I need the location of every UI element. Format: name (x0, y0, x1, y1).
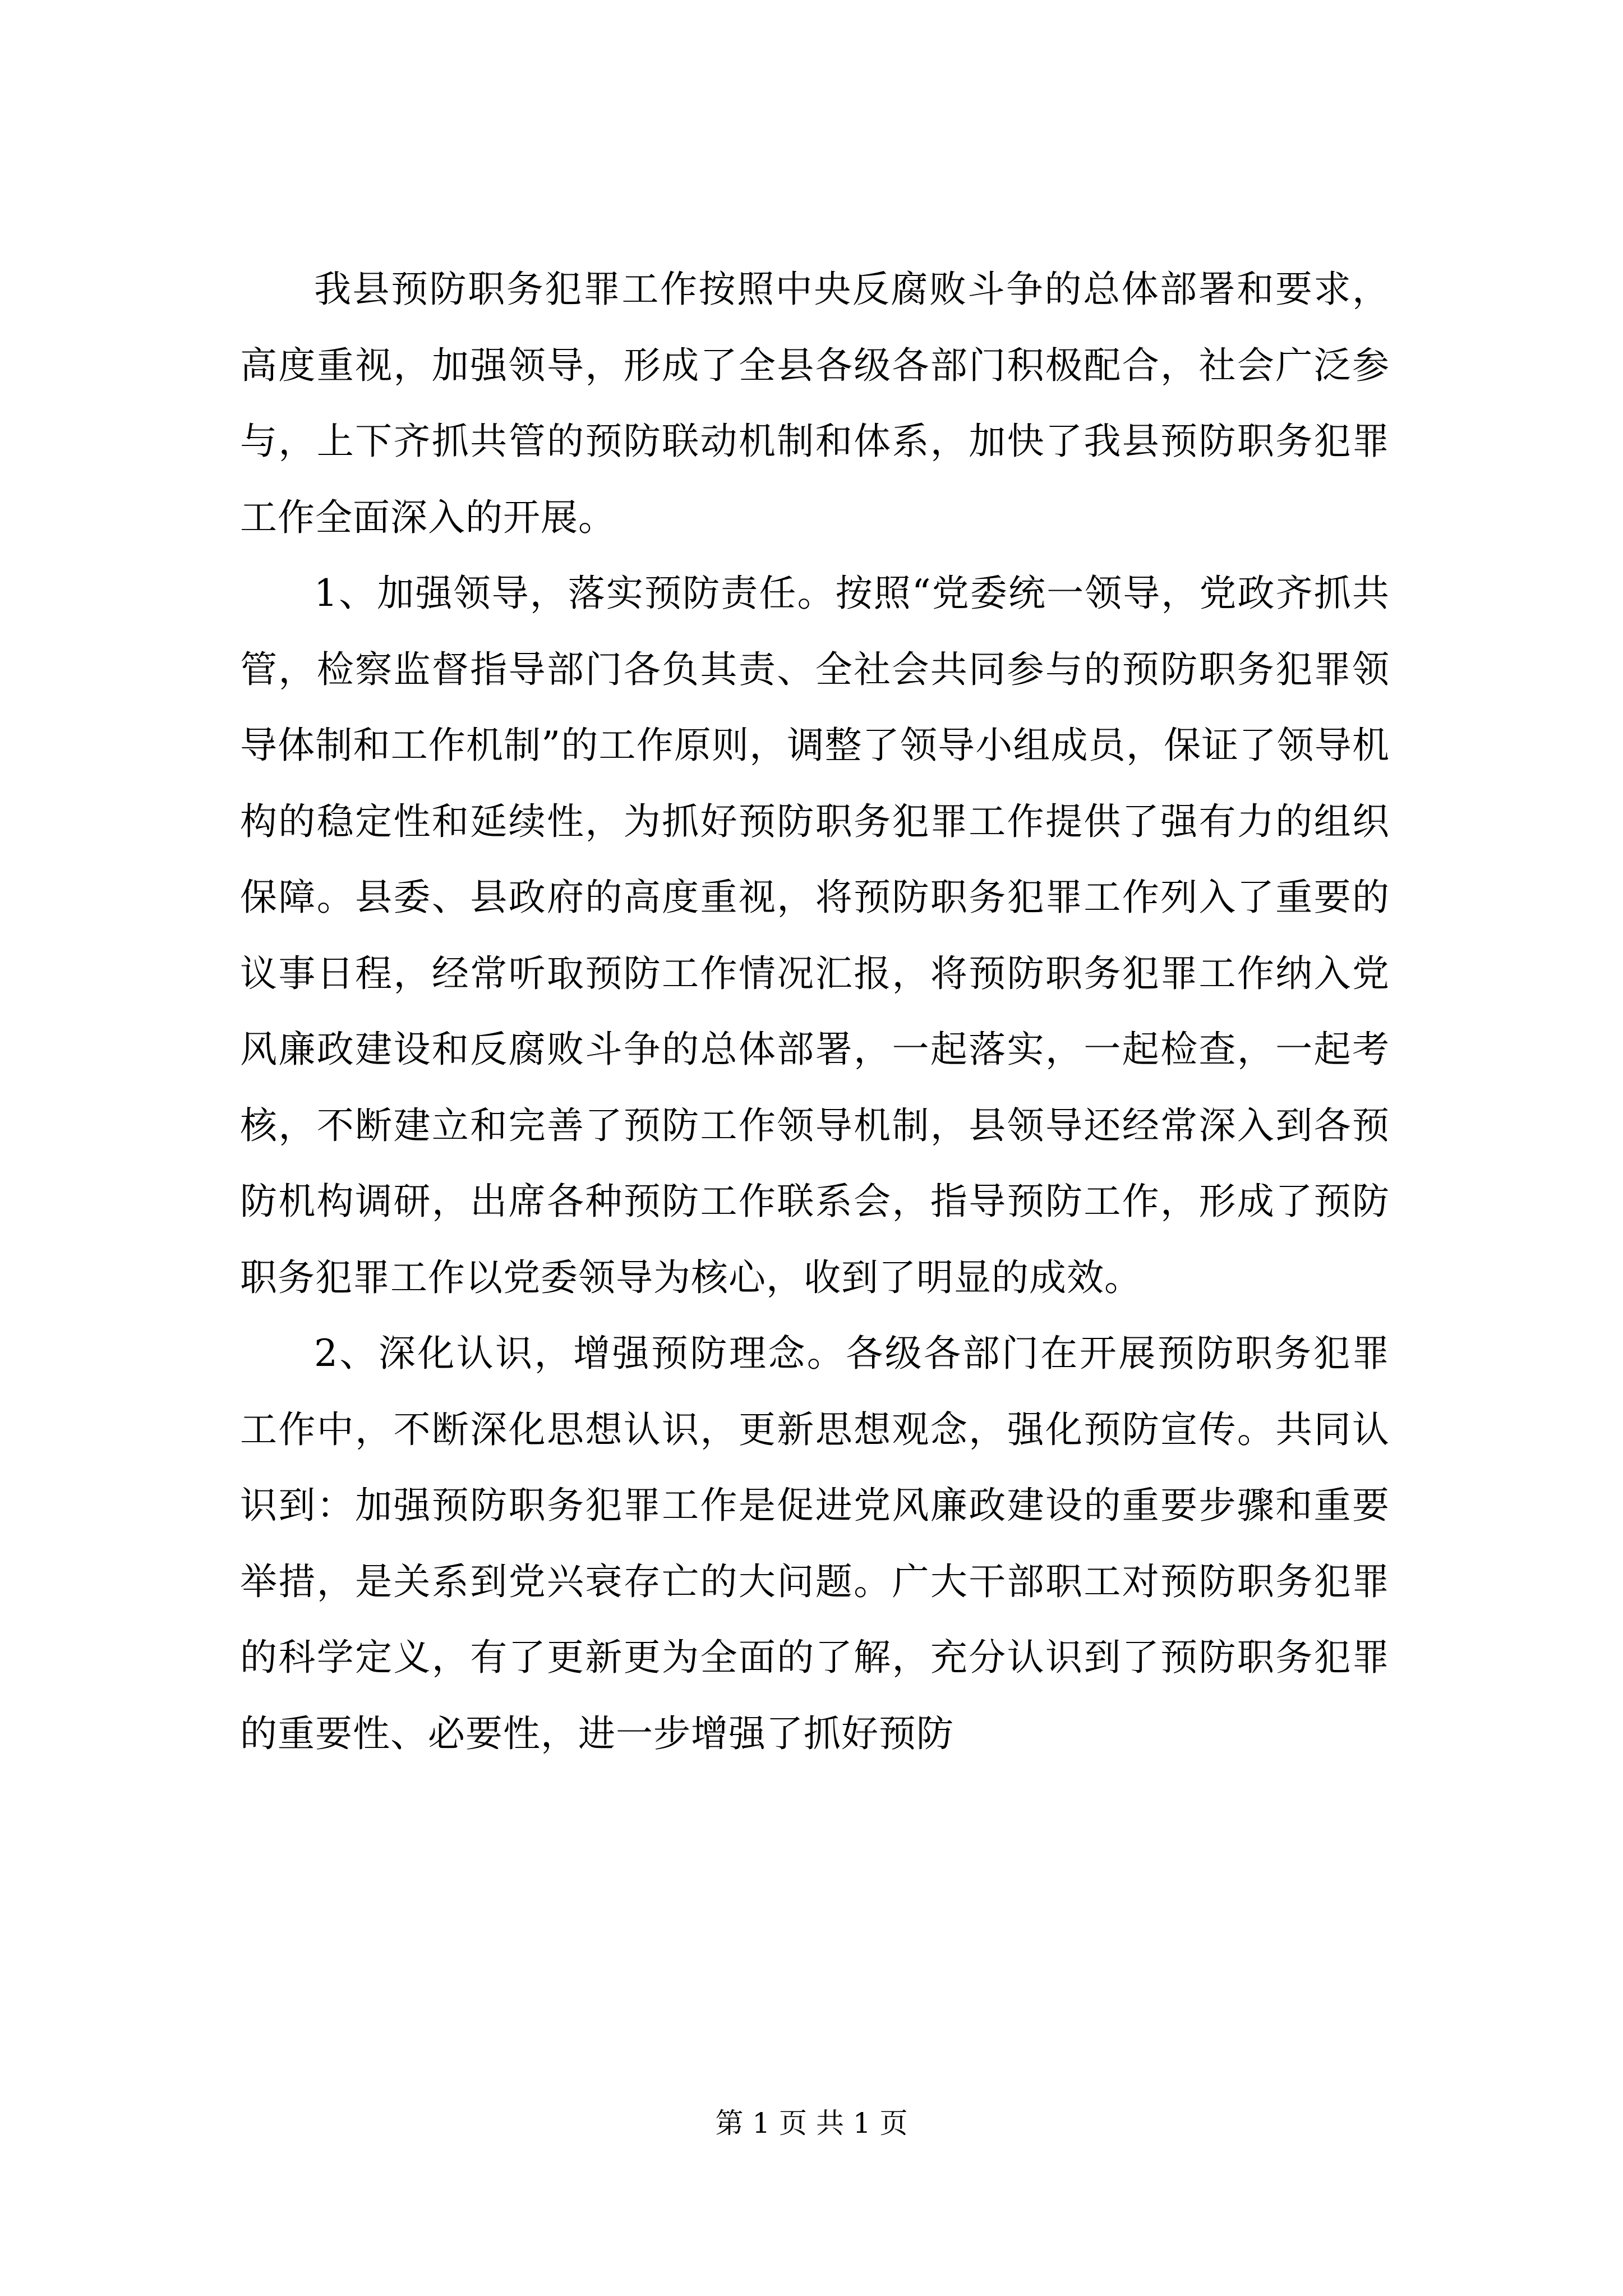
paragraph-section-1: 1、加强领导，落实预防责任。按照“党委统一领导，党政齐抓共管，检察监督指导部门各负其责、全社会共同参与的预防职务犯罪领导体制和工作机制”的工作原则，调整了领导小组成员，保证了领导机构的稳定性和延续性，为抓好预防职务犯罪工作提供了强有力的组织保障。县委、县政府的高度重视，将预防职务犯罪工作列入了重要的议事日程，经常听取预防工作情况汇报，将预防职务犯罪工作纳入党风廉政建设和反腐败斗争的总体部署，一起落实，一起检查，一起考核，不断建立和完善了预防工作领导机制，县领导还经常深入到各预防机构调研，出席各种预防工作联系会，指导预防工作，形成了预防职务犯罪工作以党委领导为核心，收到了明显的成效。 (240, 572, 1390, 1299)
document-body (240, 251, 1390, 1772)
paragraph-section-2: 2、深化认识，增强预防理念。各级各部门在开展预防职务犯罪工作中，不断深化思想认识，更新思想观念，强化预防宣传。共同认识到：加强预防职务犯罪工作是促进党风廉政建设的重要步骤和重要举措，是关系到党兴衰存亡的大问题。广大干部职工对预防职务犯罪的科学定义，有了更新更为全面的了解，充分认识到了预防职务犯罪的重要性、必要性，进一步增强了抓好预防 (240, 1332, 1390, 1755)
page-number: 第 1 页 共 1 页 (715, 2107, 908, 2139)
paragraph-intro: 我县预防职务犯罪工作按照中央反腐败斗争的总体部署和要求，高度重视，加强领导，形成了全县各级各部门积极配合，社会广泛参与，上下齐抓共管的预防联动机制和体系，加快了我县预防职务犯罪工作全面深入的开展。 (240, 268, 1390, 539)
page-footer (0, 2104, 1623, 2143)
